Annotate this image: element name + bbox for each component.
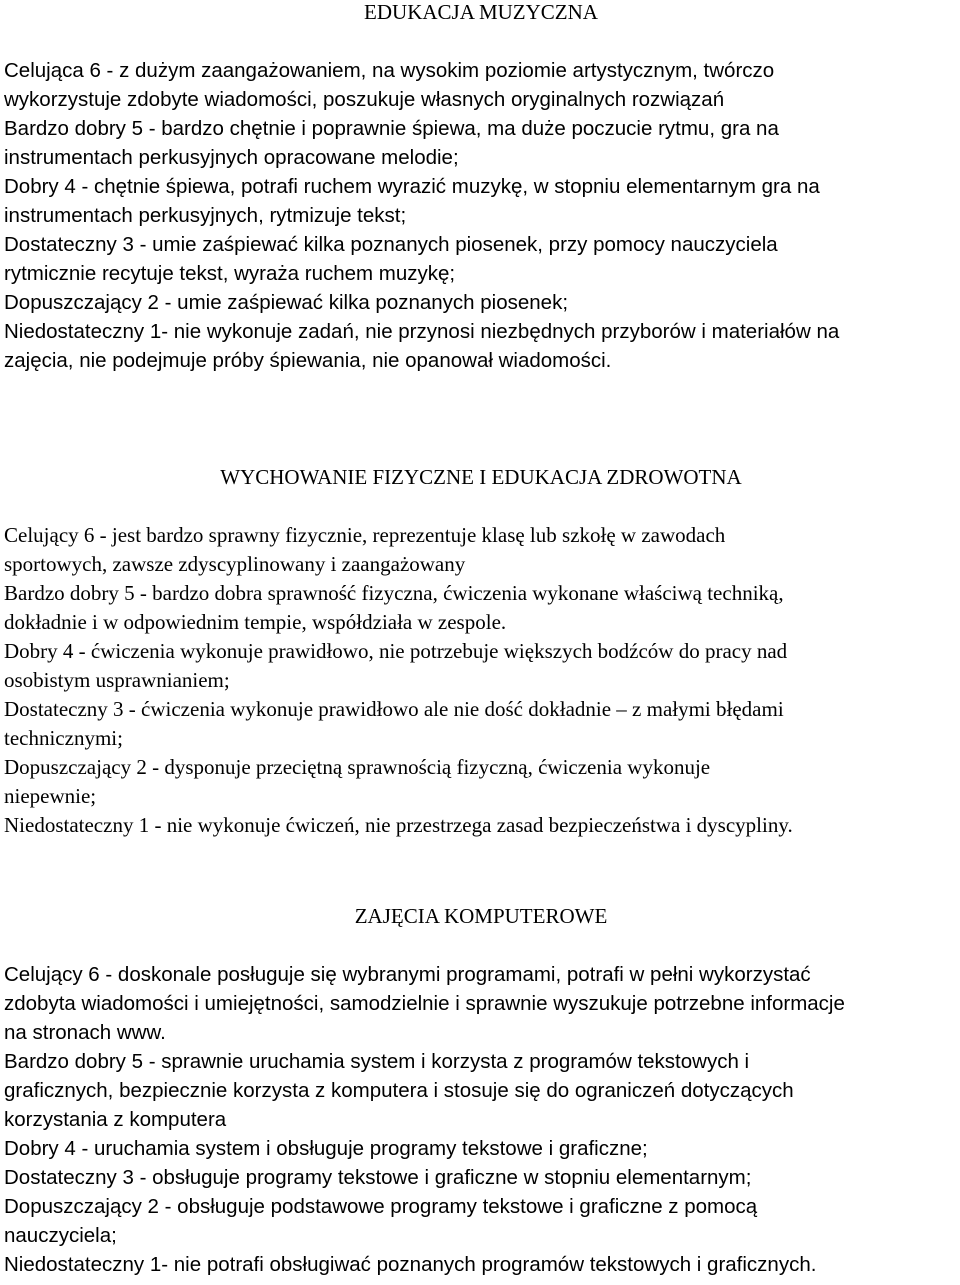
text-line: dokładnie i w odpowiednim tempie, współdziała w zespole. [4,610,507,634]
section-title: WYCHOWANIE FIZYCZNE I EDUKACJA ZDROWOTNA [220,465,742,489]
text-line: sportowych, zawsze zdyscyplinowany i zaangażowany [4,552,466,576]
text-line: nauczyciela; [4,1224,117,1247]
text-line: zajęcia, nie podejmuje próby śpiewania, nie opanował wiadomości. [4,349,612,372]
text-line: Dostateczny 3 - obsługuje programy tekstowe i graficzne w stopniu elementarnym; [4,1166,752,1189]
section-wychowanie-fizyczne [4,463,958,840]
text-line: niepewnie; [4,784,97,808]
text-line: Bardzo dobry 5 - bardzo chętnie i poprawnie śpiewa, ma duże poczucie rytmu, gra na [4,117,779,140]
text-line: Dobry 4 - uruchamia system i obsługuje programy tekstowe i graficzne; [4,1137,648,1160]
text-line: technicznymi; [4,726,123,750]
text-line: Niedostateczny 1- nie wykonuje zadań, nie przynosi niezbędnych przyborów i materiałów na [4,320,840,343]
text-line: osobistym usprawnianiem; [4,668,230,692]
text-line: na stronach www. [4,1021,166,1044]
text-line: zdobyta wiadomości i umiejętności, samodzielnie i sprawnie wyszukuje potrzebne informacje [4,992,845,1015]
text-line: Celujący 6 - doskonale posługuje się wybranymi programami, potrafi w pełni wykorzystać [4,963,811,986]
text-line: Celująca 6 - z dużym zaangażowaniem, na wysokim poziomie artystycznym, twórczo [4,59,775,82]
text-line: Dopuszczający 2 - obsługuje podstawowe programy tekstowe i graficzne z pomocą [4,1195,758,1218]
text-line: instrumentach perkusyjnych opracowane melodie; [4,146,459,169]
text-line: graficznych, bezpiecznie korzysta z komputera i stosuje się do ograniczeń dotyczących [4,1079,794,1102]
text-line: rytmicznie recytuje tekst, wyraża ruchem muzykę; [4,262,456,285]
text-line: Dostateczny 3 - umie zaśpiewać kilka poznanych piosenek, przy pomocy nauczyciela [4,233,778,256]
text-line: instrumentach perkusyjnych, rytmizuje tekst; [4,204,407,227]
text-line: Dostateczny 3 - ćwiczenia wykonuje prawidłowo ale nie dość dokładnie – z małymi błędami [4,697,784,721]
section-zajecia-komputerowe [4,902,958,1279]
text-line: Niedostateczny 1 - nie wykonuje ćwiczeń, nie przestrzega zasad bezpieczeństwa i dyscypliny. [4,813,793,837]
section-title: EDUKACJA MUZYCZNA [364,0,598,24]
text-line: Celujący 6 - jest bardzo sprawny fizycznie, reprezentuje klasę lub szkołę w zawodach [4,523,726,547]
text-line: Bardzo dobry 5 - sprawnie uruchamia system i korzysta z programów tekstowych i [4,1050,750,1073]
section-edukacja-muzyczna [4,0,958,375]
text-line: Dopuszczający 2 - dysponuje przeciętną sprawnością fizyczną, ćwiczenia wykonuje [4,755,711,779]
text-line: Niedostateczny 1- nie potrafi obsługiwać poznanych programów tekstowych i graficznych. [4,1253,817,1276]
text-line: wykorzystuje zdobyte wiadomości, poszukuje własnych oryginalnych rozwiązań [4,88,725,111]
text-line: Dopuszczający 2 - umie zaśpiewać kilka poznanych piosenek; [4,291,569,314]
text-line: korzystania z komputera [4,1108,227,1131]
text-line: Bardzo dobry 5 - bardzo dobra sprawność fizyczna, ćwiczenia wykonane właściwą techniką, [4,581,784,605]
section-title: ZAJĘCIA KOMPUTEROWE [354,904,608,928]
text-line: Dobry 4 - ćwiczenia wykonuje prawidłowo, nie potrzebuje większych bodźców do pracy nad [4,639,788,663]
text-line: Dobry 4 - chętnie śpiewa, potrafi ruchem wyrazić muzykę, w stopniu elementarnym gra na [4,175,820,198]
